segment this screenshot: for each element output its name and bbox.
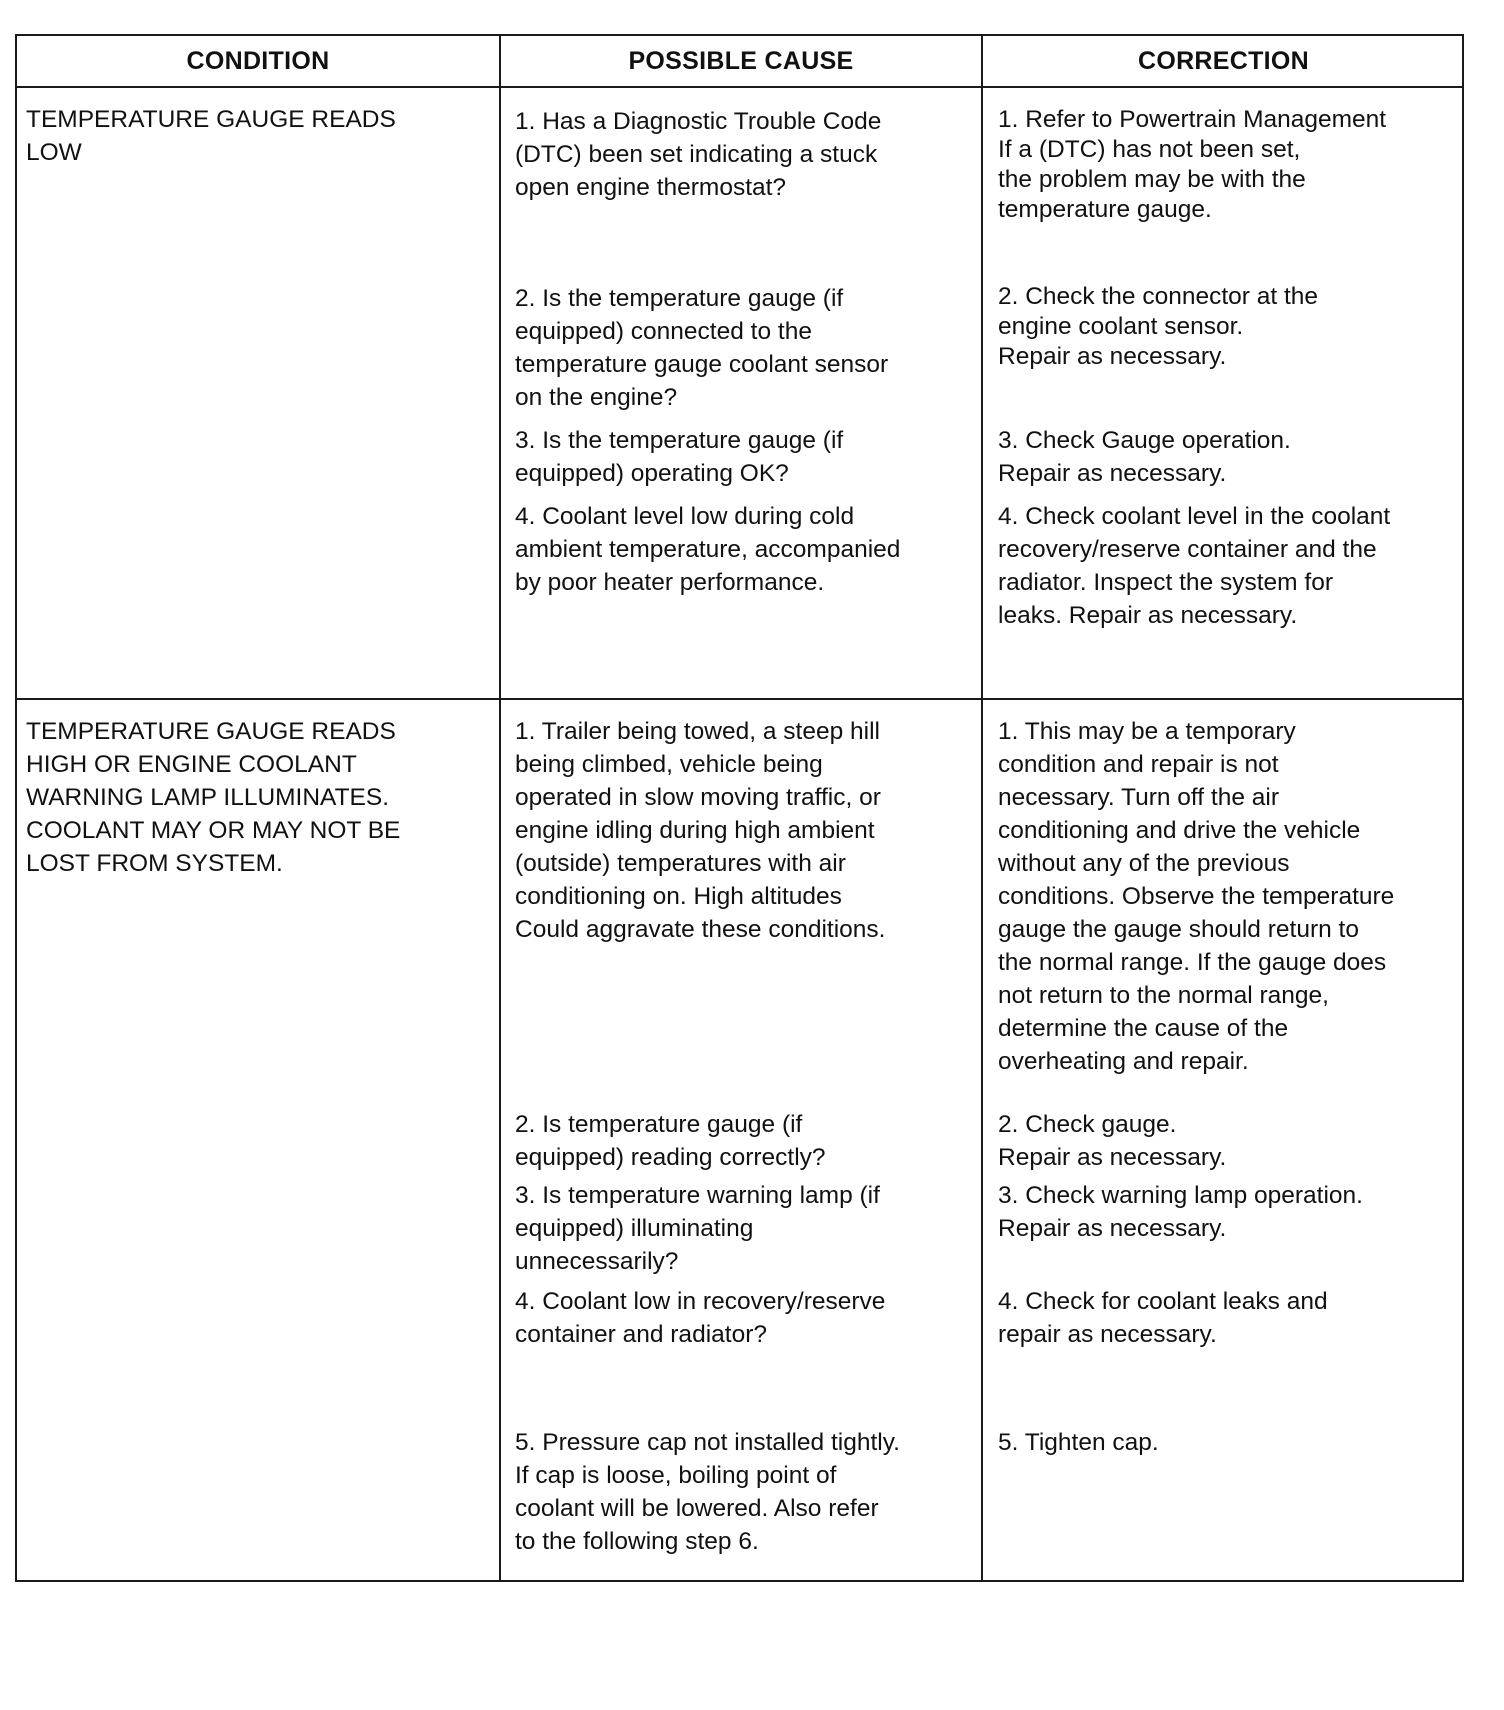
header-divider: [17, 86, 1462, 88]
condition-cell: TEMPERATURE GAUGE READS LOW: [26, 106, 396, 166]
correction-cell: 1. Refer to Powertrain Management If a (DTC) has not been set, the problem may be with the temperature gauge.: [998, 106, 1387, 223]
cause-cell: 3. Is the temperature gauge (if equipped) operating OK?: [515, 427, 844, 487]
column-divider: [499, 36, 501, 1580]
correction-cell: 2. Check gauge. Repair as necessary.: [998, 1111, 1227, 1171]
diagnosis-table: [15, 34, 1464, 1582]
cause-cell: 5. Pressure cap not installed tightly. If cap is loose, boiling point of coolant will be lowered. Also refer to the following step 6.: [515, 1429, 900, 1555]
column-divider: [981, 36, 983, 1580]
header-possible-cause: POSSIBLE CAUSE: [628, 46, 854, 75]
cause-cell: 3. Is temperature warning lamp (if equipped) illuminating unnecessarily?: [515, 1182, 880, 1275]
cause-cell: 1. Has a Diagnostic Trouble Code (DTC) been set indicating a stuck open engine thermostat?: [515, 108, 882, 201]
cause-cell: 1. Trailer being towed, a steep hill being climbed, vehicle being operated in slow moving traffic, or engine idling during high ambient (outside) temperatures with air conditioning on. High altitudes Could aggravate these conditions.: [515, 718, 886, 943]
correction-cell: 4. Check for coolant leaks and repair as necessary.: [998, 1288, 1328, 1348]
correction-cell: 3. Check Gauge operation. Repair as necessary.: [998, 427, 1291, 487]
correction-cell: 1. This may be a temporary condition and repair is not necessary. Turn off the air conditioning and drive the vehicle without any of the previous conditions. Observe the temperature gauge the gauge should return to the normal range. If the gauge does not return to the normal range, determine the cause of the overheating and repair.: [998, 718, 1395, 1075]
header-condition: CONDITION: [186, 46, 330, 75]
condition-cell: TEMPERATURE GAUGE READS HIGH OR ENGINE COOLANT WARNING LAMP ILLUMINATES. COOLANT MAY OR MAY NOT BE LOST FROM SYSTEM.: [26, 718, 401, 877]
correction-cell: 4. Check coolant level in the coolant recovery/reserve container and the radiator. Inspect the system for leaks. Repair as necessary.: [998, 503, 1391, 629]
header-correction: CORRECTION: [1137, 46, 1310, 75]
correction-cell: 5. Tighten cap.: [998, 1429, 1159, 1456]
correction-cell: 2. Check the connector at the engine coolant sensor. Repair as necessary.: [998, 283, 1319, 370]
correction-cell: 3. Check warning lamp operation. Repair as necessary.: [998, 1182, 1363, 1242]
cause-cell: 4. Coolant low in recovery/reserve container and radiator?: [515, 1288, 886, 1348]
cause-cell: 2. Is temperature gauge (if equipped) reading correctly?: [515, 1111, 826, 1171]
cause-cell: 4. Coolant level low during cold ambient temperature, accompanied by poor heater performance.: [515, 503, 901, 596]
cause-cell: 2. Is the temperature gauge (if equipped) connected to the temperature gauge coolant sensor on the engine?: [515, 285, 889, 411]
row-divider: [17, 698, 1462, 700]
